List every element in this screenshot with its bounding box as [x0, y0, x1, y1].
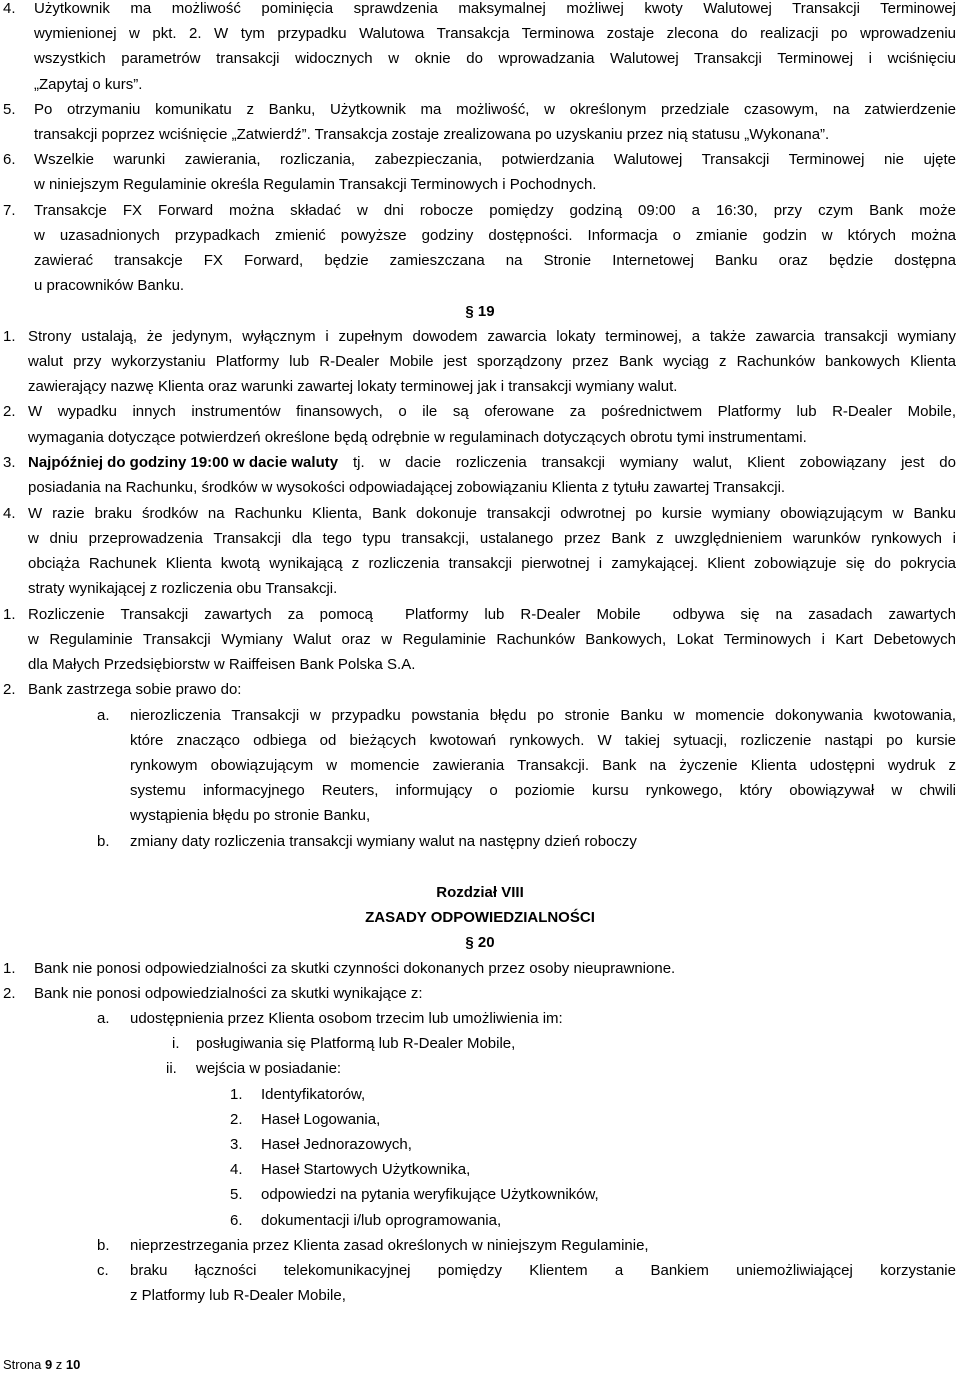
nested-list-item — [0, 1182, 960, 1207]
text-line — [0, 627, 960, 652]
chapter-title: Rozdział VIII — [436, 884, 524, 901]
text-line — [0, 576, 960, 601]
sub-list-item — [0, 829, 960, 854]
footer-total-pages: 10 — [65, 1357, 81, 1372]
item-text: nierozliczenia Transakcji w przypadku powstania błędu po stronie Banku w momencie dokonywania kwotowania, — [130, 707, 956, 724]
item-letter: b. — [97, 1237, 110, 1254]
list-item — [0, 602, 960, 627]
sub-list-item — [0, 1233, 960, 1258]
text-line — [0, 172, 960, 197]
item-number: 4. — [230, 1161, 243, 1178]
text-line — [0, 652, 960, 677]
list-item — [0, 198, 960, 223]
text-line — [0, 273, 960, 298]
item-text: Wszelkie warunki zawierania, rozliczania, zabezpieczania, potwierdzania Walutowej Transakcji Terminowej nie ujęte — [34, 151, 956, 168]
list-item — [0, 677, 960, 702]
item-text: odpowiedzi na pytania weryfikujące Użytkowników, — [261, 1186, 599, 1203]
sub-list-item — [0, 703, 960, 728]
item-number: 5. — [230, 1186, 243, 1203]
item-text: w niniejszym Regulaminie określa Regulamin Transakcji Terminowych i Pochodnych. — [34, 176, 597, 193]
item-text: systemu informacyjnego Reuters, informujący o poziomie kursu rynkowego, który obowiązywał w chwili — [130, 782, 956, 799]
item-number: 1. — [230, 1086, 243, 1103]
item-text: Bank nie ponosi odpowiedzialności za skutki czynności dokonanych przez osoby nieuprawnione. — [34, 960, 676, 977]
item-number: 6. — [230, 1212, 243, 1229]
list-item — [0, 147, 960, 172]
page-footer — [3, 1356, 80, 1374]
item-letter: a. — [97, 707, 110, 724]
list-item — [0, 0, 960, 21]
footer-page-number: 9 — [44, 1357, 53, 1372]
item-text: Bank zastrzega sobie prawo do: — [28, 681, 242, 698]
text-line — [0, 425, 960, 450]
text-line — [0, 551, 960, 576]
item-text: u pracowników Banku. — [34, 277, 185, 294]
item-number: 7. — [3, 202, 16, 219]
item-text: tj. w dacie rozliczenia transakcji wymiany walut, Klient zobowiązany jest do — [338, 454, 956, 471]
item-text: „Zapytaj o kurs”. — [34, 76, 143, 93]
footer-label: Strona — [3, 1357, 42, 1372]
item-text: Po otrzymaniu komunikatu z Banku, Użytkownik ma możliwość, w określonym przedziale czasowym, na zatwierdzenie — [34, 101, 956, 118]
item-text: Bank nie ponosi odpowiedzialności za skutki wynikające z: — [34, 985, 423, 1002]
item-text: Haseł Startowych Użytkownika, — [261, 1161, 471, 1178]
item-text: zawierający nazwę Klienta oraz warunki zawartej lokaty terminowej jak i transakcji wymiany walut. — [28, 378, 678, 395]
nested-list-item — [0, 1082, 960, 1107]
item-text: Rozliczenie Transakcji zawartych za pomocą Platformy lub R-Dealer Mobile odbywa się na zasadach zawartych — [28, 606, 956, 623]
nested-list-item — [0, 1107, 960, 1132]
item-roman: i. — [172, 1035, 180, 1052]
list-item — [0, 956, 960, 981]
list-item — [0, 450, 960, 475]
nested-list-item — [0, 1157, 960, 1182]
text-line — [0, 475, 960, 500]
item-number: 1. — [3, 328, 16, 345]
chapter-subtitle: ZASADY ODPOWIEDZIALNOŚCI — [365, 909, 595, 926]
text-line — [0, 728, 960, 753]
item-roman: ii. — [166, 1060, 177, 1077]
list-item — [0, 501, 960, 526]
item-text: dla Małych Przedsiębiorstw w Raiffeisen Bank Polska S.A. — [28, 656, 416, 673]
item-text: Strony ustalają, że jedynym, wyłącznym i zupełnym dowodem zawarcia lokaty terminowej, a także zawarcia transakcji wymiany — [28, 328, 956, 345]
item-number: 4. — [3, 505, 16, 522]
item-text-row — [28, 450, 956, 475]
item-letter: c. — [97, 1262, 109, 1279]
item-text: udostępnienia przez Klienta osobom trzecim lub umożliwienia im: — [130, 1010, 563, 1027]
text-line — [0, 803, 960, 828]
sub-list-item — [0, 1258, 960, 1283]
item-text: Użytkownik ma możliwość pominięcia sprawdzenia maksymalnej możliwej kwoty Walutowej Transakcji Terminowej — [34, 0, 956, 17]
text-line — [0, 349, 960, 374]
item-text: wystąpienia błędu po stronie Banku, — [130, 807, 371, 824]
text-line — [0, 753, 960, 778]
item-text: posiadania na Rachunku, środków w wysokości odpowiadającej zobowiązaniu Klienta z tytułu zawartej Transakcji. — [28, 479, 786, 496]
item-number: 2. — [230, 1111, 243, 1128]
item-text: wszystkich parametrów transakcji widocznych w oknie do wprowadzania Walutowej Transakcji Terminowej i wciśnięciu — [34, 50, 956, 67]
item-number: 2. — [3, 985, 16, 1002]
item-number: 1. — [3, 606, 16, 623]
sub-sub-list-item — [0, 1031, 960, 1056]
item-text: wymagania dotyczące potwierdzeń określone będą odrębnie w regulaminach dotyczących obrotu tymi instrumentami. — [28, 429, 807, 446]
item-text: Transakcje FX Forward można składać w dni robocze pomiędzy godziną 09:00 a 16:30, przy czym Bank może — [34, 202, 956, 219]
list-item — [0, 97, 960, 122]
section-heading: § 19 — [465, 303, 495, 320]
text-line — [0, 526, 960, 551]
section-heading: § 20 — [465, 934, 495, 951]
nested-list-item — [0, 1132, 960, 1157]
list-item — [0, 324, 960, 349]
item-text: z Platformy lub R-Dealer Mobile, — [130, 1287, 346, 1304]
text-line — [0, 223, 960, 248]
text-line — [0, 72, 960, 97]
item-number: 2. — [3, 403, 16, 420]
nested-list-item — [0, 1208, 960, 1233]
item-text: zawierać transakcje FX Forward, będzie zamieszczana na Stronie Internetowej Banku oraz będzie dostępna — [34, 252, 956, 269]
sub-sub-list-item — [0, 1056, 960, 1081]
bold-deadline: Najpóźniej do godziny 19:00 w dacie waluty — [28, 454, 339, 471]
item-letter: a. — [97, 1010, 110, 1027]
list-item — [0, 399, 960, 424]
text-line — [0, 374, 960, 399]
item-number: 2. — [3, 681, 16, 698]
item-text: dokumentacji i/lub oprogramowania, — [261, 1212, 502, 1229]
item-text: braku łączności telekomunikacyjnej pomiędzy Klientem a Bankiem uniemożliwiającej korzystanie — [130, 1262, 956, 1279]
list-item — [0, 981, 960, 1006]
item-text: posługiwania się Platformą lub R-Dealer Mobile, — [196, 1035, 516, 1052]
item-text: W razie braku środków na Rachunku Klienta, Bank dokonuje transakcji odwrotnej po kursie wymiany obowiązującym w Banku — [28, 505, 956, 522]
item-text: nieprzestrzegania przez Klienta zasad określonych w niniejszym Regulaminie, — [130, 1237, 649, 1254]
item-text: wejścia w posiadanie: — [196, 1060, 342, 1077]
text-line — [0, 21, 960, 46]
item-text: straty wynikającej z rozliczenia obu Transakcji. — [28, 580, 338, 597]
item-number: 3. — [3, 454, 16, 471]
sub-list-item — [0, 1006, 960, 1031]
item-text: transakcji poprzez wciśnięcie „Zatwierdź”. Transakcja zostaje zrealizowana po uzyskaniu przez nią statusu „Wykonana”. — [34, 126, 830, 143]
item-number: 1. — [3, 960, 16, 977]
text-line — [0, 1283, 960, 1308]
text-line — [0, 778, 960, 803]
item-number: 4. — [3, 0, 16, 17]
item-text: walut przy wykorzystaniu Platformy lub R-Dealer Mobile jest sporządzony przez Bank wyciąg z Rachunków bankowych Klienta — [28, 353, 956, 370]
item-text: Haseł Logowania, — [261, 1111, 381, 1128]
item-number: 3. — [230, 1136, 243, 1153]
item-number: 5. — [3, 101, 16, 118]
footer-of: z — [55, 1357, 63, 1372]
item-text: Identyfikatorów, — [261, 1086, 366, 1103]
item-text: które znacząco odbiega od bieżących kwotowań rynkowych. W takiej sytuacji, rozliczenie nastąpi po kursie — [130, 732, 956, 749]
item-text: W wypadku innych instrumentów finansowych, o ile są oferowane za pośrednictwem Platformy lub R-Dealer Mobile, — [28, 403, 956, 420]
item-text: Haseł Jednorazowych, — [261, 1136, 412, 1153]
item-text: w uzasadnionych przypadkach zmienić powyższe godziny dostępności. Informacja o zmianie godzin w których można — [34, 227, 956, 244]
item-letter: b. — [97, 833, 110, 850]
text-line — [0, 122, 960, 147]
item-text: obciąża Rachunek Klienta kwotą wynikającą z rozliczenia transakcji pierwotnej i zamykającej. Klient zobowiązuje się do pokrycia — [28, 555, 956, 572]
item-text: wymienionej w pkt. 2. W tym przypadku Walutowa Transakcja Terminowa zostaje zlecona do realizacji po wprowadzeniu — [34, 25, 956, 42]
item-text: w Regulaminie Transakcji Wymiany Walut oraz w Regulaminie Rachunków Bankowych, Lokat Terminowych i Kart Debetowych — [28, 631, 956, 648]
item-number: 6. — [3, 151, 16, 168]
item-text: w dniu przeprowadzenia Transakcji dla tego typu transakcji, ustalanego przez Bank z uwzględnieniem warunków rynkowych i — [28, 530, 956, 547]
text-line — [0, 46, 960, 71]
text-line — [0, 248, 960, 273]
item-text: rynkowym obowiązującym w momencie zawierania Transakcji. Bank na życzenie Klienta udostępni wydruk z — [130, 757, 956, 774]
item-text: zmiany daty rozliczenia transakcji wymiany walut na następny dzień roboczy — [130, 833, 637, 850]
